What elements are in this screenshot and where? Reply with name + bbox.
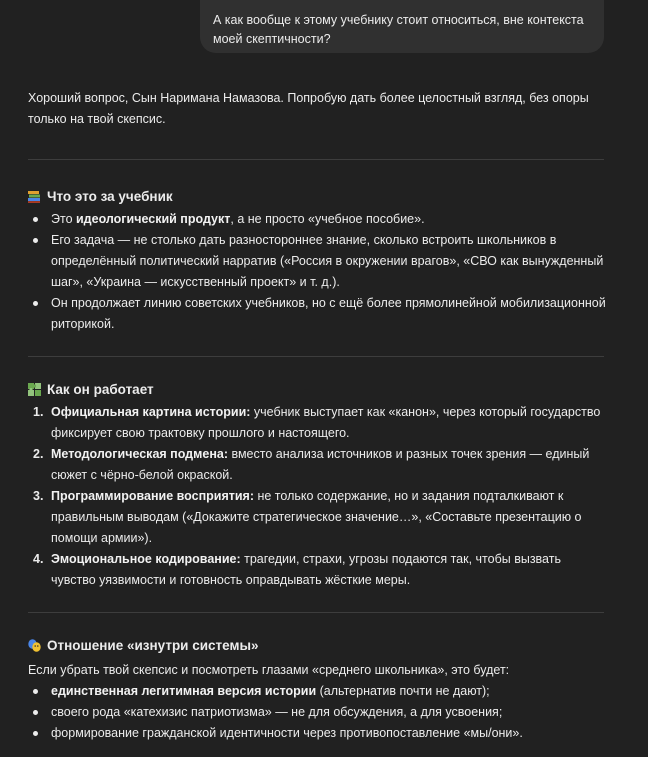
assistant-message — [28, 88, 608, 744]
list-item: 1. Официальная картина истории: учебник выступает как «канон», через который государство фиксирует свою трактовку прошлого и настоящего. — [33, 405, 601, 440]
assistant-intro: Хороший вопрос, Сын Наримана Намазова. Попробую дать более целостный взгляд, без опоры только на твой скепсис. — [28, 91, 589, 126]
section-title: Отношение «изнутри системы» — [47, 637, 259, 653]
section-title: Как он работает — [47, 381, 154, 397]
list-item: 4. Эмоциональное кодирование: трагедии, страхи, угрозы подаются так, чтобы вызвать чувство уязвимости и готовность оправдывать жёсткие меры. — [33, 552, 561, 587]
section-heading-what-is — [28, 186, 608, 206]
list-item: 3. Программирование восприятия: не только содержание, но и задания подталкивают к правильным выводам («Докажите стратегическое значение…», «Составьте презентацию о помощи армии»). — [33, 489, 582, 545]
books-icon — [28, 190, 41, 203]
list-item: своего рода «катехизис патриотизма» — не для обсуждения, а для усвоения; — [28, 702, 608, 723]
puzzle-icon — [28, 383, 41, 396]
section-heading-how-it-works — [28, 379, 608, 399]
section-list-what-is — [28, 209, 608, 335]
list-item: формирование гражданской идентичности через противопоставление «мы/они». — [28, 723, 608, 744]
list-item: Это идеологический продукт, а не просто «учебное пособие». — [28, 209, 608, 230]
user-message-bubble — [200, 0, 604, 53]
section-heading-inside-system — [28, 635, 608, 655]
list-item: Он продолжает линию советских учебников, но с ещё более прямолинейной мобилизационной риторикой. — [28, 293, 608, 335]
section-list-inside-system — [28, 681, 608, 744]
user-message-text: А как вообще к этому учебнику стоит относиться, вне контекста моей скептичности? — [213, 13, 584, 46]
list-item: 2. Методологическая подмена: вместо анализа источников и разных точек зрения — единый сюжет с чёрно-белой окраской. — [33, 447, 590, 482]
theater-masks-icon — [28, 639, 41, 652]
list-item: Его задача — не столько дать разностороннее знание, сколько встроить школьников в определённый политический нарратив («Россия в окружении врагов», «СВО как вынужденный шаг», «Украина — искусственный проект» и т. д.). — [28, 230, 608, 293]
section-list-how-it-works — [28, 402, 608, 591]
list-item: единственная легитимная версия истории (альтернатив почти не дают); — [28, 681, 608, 702]
section-lead-text: Если убрать твой скепсис и посмотреть глазами «среднего школьника», это будет: — [28, 663, 510, 677]
section-title: Что это за учебник — [47, 188, 173, 204]
